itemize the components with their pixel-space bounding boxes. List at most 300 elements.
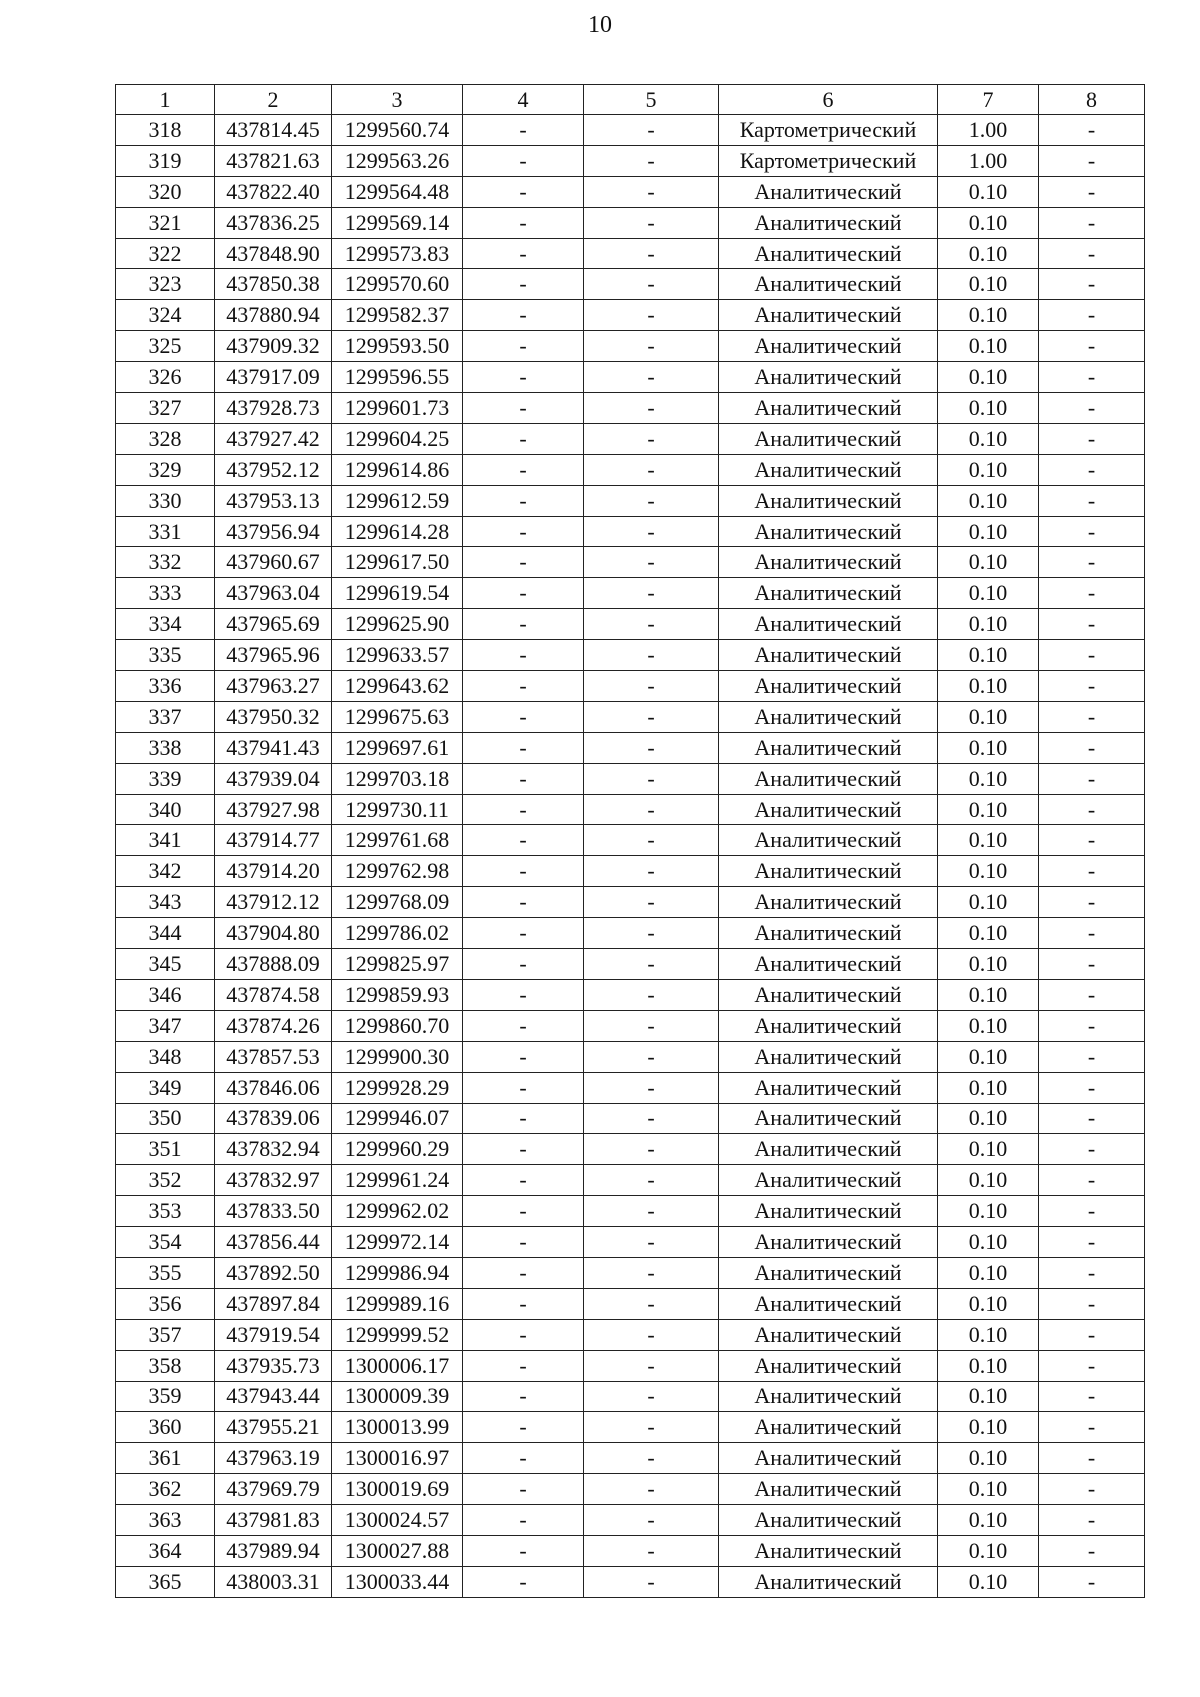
accuracy-cell: 0.10	[938, 362, 1039, 393]
col4-cell: -	[463, 887, 584, 918]
table-row	[116, 918, 1145, 949]
accuracy-cell: 0.10	[938, 856, 1039, 887]
accuracy-cell: 0.10	[938, 238, 1039, 269]
col8-cell: -	[1039, 979, 1145, 1010]
point-number-cell: 331	[116, 516, 215, 547]
x-coordinate-cell: 438003.31	[215, 1566, 332, 1597]
x-coordinate-cell: 437965.69	[215, 609, 332, 640]
col8-cell: -	[1039, 671, 1145, 702]
table-row	[116, 176, 1145, 207]
accuracy-cell: 1.00	[938, 115, 1039, 146]
table-row	[116, 516, 1145, 547]
point-number-cell: 338	[116, 732, 215, 763]
table-row	[116, 1412, 1145, 1443]
y-coordinate-cell: 1299564.48	[332, 176, 463, 207]
method-cell: Аналитический	[719, 1535, 938, 1566]
col4-cell: -	[463, 1381, 584, 1412]
col8-cell: -	[1039, 547, 1145, 578]
y-coordinate-cell: 1299612.59	[332, 485, 463, 516]
col4-cell: -	[463, 269, 584, 300]
method-cell: Аналитический	[719, 1227, 938, 1258]
col8-cell: -	[1039, 300, 1145, 331]
col8-cell: -	[1039, 145, 1145, 176]
x-coordinate-cell: 437848.90	[215, 238, 332, 269]
accuracy-cell: 0.10	[938, 918, 1039, 949]
x-coordinate-cell: 437850.38	[215, 269, 332, 300]
x-coordinate-cell: 437856.44	[215, 1227, 332, 1258]
col4-cell: -	[463, 609, 584, 640]
table-row	[116, 454, 1145, 485]
y-coordinate-cell: 1299986.94	[332, 1257, 463, 1288]
col5-cell: -	[584, 1566, 719, 1597]
x-coordinate-cell: 437914.20	[215, 856, 332, 887]
col5-cell: -	[584, 1412, 719, 1443]
col5-cell: -	[584, 578, 719, 609]
col5-cell: -	[584, 1505, 719, 1536]
method-cell: Аналитический	[719, 207, 938, 238]
table-row	[116, 1474, 1145, 1505]
col8-cell: -	[1039, 1566, 1145, 1597]
col8-cell: -	[1039, 1535, 1145, 1566]
table-row	[116, 362, 1145, 393]
table-row	[116, 1319, 1145, 1350]
accuracy-cell: 0.10	[938, 887, 1039, 918]
table-row	[116, 825, 1145, 856]
point-number-cell: 321	[116, 207, 215, 238]
y-coordinate-cell: 1299761.68	[332, 825, 463, 856]
point-number-cell: 324	[116, 300, 215, 331]
y-coordinate-cell: 1299697.61	[332, 732, 463, 763]
col5-cell: -	[584, 1134, 719, 1165]
col5-cell: -	[584, 1010, 719, 1041]
col8-cell: -	[1039, 1505, 1145, 1536]
accuracy-cell: 0.10	[938, 732, 1039, 763]
y-coordinate-cell: 1299563.26	[332, 145, 463, 176]
col8-cell: -	[1039, 1134, 1145, 1165]
point-number-cell: 335	[116, 640, 215, 671]
accuracy-cell: 0.10	[938, 1257, 1039, 1288]
col5-cell: -	[584, 454, 719, 485]
col5-cell: -	[584, 1288, 719, 1319]
table-row	[116, 115, 1145, 146]
table-row	[116, 1257, 1145, 1288]
col8-cell: -	[1039, 887, 1145, 918]
col5-cell: -	[584, 1103, 719, 1134]
col5-cell: -	[584, 732, 719, 763]
table-row	[116, 640, 1145, 671]
col4-cell: -	[463, 145, 584, 176]
method-cell: Аналитический	[719, 547, 938, 578]
point-number-cell: 356	[116, 1288, 215, 1319]
accuracy-cell: 0.10	[938, 763, 1039, 794]
col4-cell: -	[463, 856, 584, 887]
accuracy-cell: 0.10	[938, 516, 1039, 547]
accuracy-cell: 0.10	[938, 423, 1039, 454]
x-coordinate-cell: 437943.44	[215, 1381, 332, 1412]
col4-cell: -	[463, 207, 584, 238]
col8-cell: -	[1039, 949, 1145, 980]
y-coordinate-cell: 1299962.02	[332, 1196, 463, 1227]
y-coordinate-cell: 1299768.09	[332, 887, 463, 918]
col8-cell: -	[1039, 825, 1145, 856]
table-row	[116, 331, 1145, 362]
method-cell: Аналитический	[719, 949, 938, 980]
y-coordinate-cell: 1299675.63	[332, 701, 463, 732]
col8-cell: -	[1039, 176, 1145, 207]
x-coordinate-cell: 437888.09	[215, 949, 332, 980]
col4-cell: -	[463, 979, 584, 1010]
method-cell: Аналитический	[719, 1041, 938, 1072]
col8-cell: -	[1039, 578, 1145, 609]
table-row	[116, 887, 1145, 918]
col4-cell: -	[463, 825, 584, 856]
table-row	[116, 856, 1145, 887]
accuracy-cell: 0.10	[938, 176, 1039, 207]
column-header: 7	[938, 85, 1039, 115]
method-cell: Аналитический	[719, 1288, 938, 1319]
point-number-cell: 353	[116, 1196, 215, 1227]
accuracy-cell: 0.10	[938, 1381, 1039, 1412]
col8-cell: -	[1039, 362, 1145, 393]
col8-cell: -	[1039, 701, 1145, 732]
method-cell: Аналитический	[719, 1381, 938, 1412]
method-cell: Аналитический	[719, 918, 938, 949]
x-coordinate-cell: 437914.77	[215, 825, 332, 856]
y-coordinate-cell: 1299960.29	[332, 1134, 463, 1165]
col5-cell: -	[584, 1257, 719, 1288]
column-header: 1	[116, 85, 215, 115]
col4-cell: -	[463, 1412, 584, 1443]
point-number-cell: 336	[116, 671, 215, 702]
col5-cell: -	[584, 145, 719, 176]
col4-cell: -	[463, 176, 584, 207]
col8-cell: -	[1039, 763, 1145, 794]
x-coordinate-cell: 437897.84	[215, 1288, 332, 1319]
accuracy-cell: 0.10	[938, 1566, 1039, 1597]
x-coordinate-cell: 437981.83	[215, 1505, 332, 1536]
accuracy-cell: 0.10	[938, 701, 1039, 732]
y-coordinate-cell: 1300016.97	[332, 1443, 463, 1474]
table-row	[116, 1505, 1145, 1536]
method-cell: Аналитический	[719, 454, 938, 485]
y-coordinate-cell: 1299643.62	[332, 671, 463, 702]
accuracy-cell: 0.10	[938, 1227, 1039, 1258]
method-cell: Аналитический	[719, 1196, 938, 1227]
col5-cell: -	[584, 701, 719, 732]
y-coordinate-cell: 1300006.17	[332, 1350, 463, 1381]
table-row	[116, 701, 1145, 732]
point-number-cell: 358	[116, 1350, 215, 1381]
table-row	[116, 578, 1145, 609]
col4-cell: -	[463, 331, 584, 362]
accuracy-cell: 0.10	[938, 393, 1039, 424]
col8-cell: -	[1039, 856, 1145, 887]
accuracy-cell: 0.10	[938, 1350, 1039, 1381]
method-cell: Аналитический	[719, 1103, 938, 1134]
col5-cell: -	[584, 856, 719, 887]
method-cell: Аналитический	[719, 794, 938, 825]
method-cell: Аналитический	[719, 856, 938, 887]
col8-cell: -	[1039, 1041, 1145, 1072]
y-coordinate-cell: 1300024.57	[332, 1505, 463, 1536]
y-coordinate-cell: 1299625.90	[332, 609, 463, 640]
x-coordinate-cell: 437833.50	[215, 1196, 332, 1227]
point-number-cell: 362	[116, 1474, 215, 1505]
x-coordinate-cell: 437822.40	[215, 176, 332, 207]
method-cell: Аналитический	[719, 1505, 938, 1536]
point-number-cell: 354	[116, 1227, 215, 1258]
y-coordinate-cell: 1299614.86	[332, 454, 463, 485]
col8-cell: -	[1039, 1165, 1145, 1196]
col4-cell: -	[463, 1566, 584, 1597]
col8-cell: -	[1039, 331, 1145, 362]
point-number-cell: 349	[116, 1072, 215, 1103]
method-cell: Аналитический	[719, 1412, 938, 1443]
col5-cell: -	[584, 1196, 719, 1227]
column-header: 2	[215, 85, 332, 115]
y-coordinate-cell: 1299972.14	[332, 1227, 463, 1258]
col8-cell: -	[1039, 1257, 1145, 1288]
accuracy-cell: 0.10	[938, 609, 1039, 640]
method-cell: Картометрический	[719, 145, 938, 176]
accuracy-cell: 0.10	[938, 331, 1039, 362]
accuracy-cell: 0.10	[938, 1103, 1039, 1134]
accuracy-cell: 0.10	[938, 300, 1039, 331]
col5-cell: -	[584, 640, 719, 671]
col8-cell: -	[1039, 1227, 1145, 1258]
col8-cell: -	[1039, 207, 1145, 238]
col4-cell: -	[463, 362, 584, 393]
table-row	[116, 1288, 1145, 1319]
point-number-cell: 329	[116, 454, 215, 485]
col8-cell: -	[1039, 1443, 1145, 1474]
accuracy-cell: 0.10	[938, 1165, 1039, 1196]
table-row	[116, 1566, 1145, 1597]
point-number-cell: 327	[116, 393, 215, 424]
col5-cell: -	[584, 1165, 719, 1196]
x-coordinate-cell: 437874.26	[215, 1010, 332, 1041]
method-cell: Аналитический	[719, 1072, 938, 1103]
table-row	[116, 485, 1145, 516]
col4-cell: -	[463, 1165, 584, 1196]
method-cell: Аналитический	[719, 640, 938, 671]
col5-cell: -	[584, 1227, 719, 1258]
accuracy-cell: 0.10	[938, 1535, 1039, 1566]
col4-cell: -	[463, 1227, 584, 1258]
table-row	[116, 609, 1145, 640]
col5-cell: -	[584, 1072, 719, 1103]
col4-cell: -	[463, 516, 584, 547]
table-row	[116, 238, 1145, 269]
y-coordinate-cell: 1299604.25	[332, 423, 463, 454]
col5-cell: -	[584, 918, 719, 949]
y-coordinate-cell: 1300013.99	[332, 1412, 463, 1443]
col5-cell: -	[584, 1443, 719, 1474]
point-number-cell: 343	[116, 887, 215, 918]
table-row	[116, 1227, 1145, 1258]
table-row	[116, 1165, 1145, 1196]
col4-cell: -	[463, 423, 584, 454]
x-coordinate-cell: 437935.73	[215, 1350, 332, 1381]
column-header: 3	[332, 85, 463, 115]
accuracy-cell: 1.00	[938, 145, 1039, 176]
col8-cell: -	[1039, 115, 1145, 146]
col5-cell: -	[584, 300, 719, 331]
col5-cell: -	[584, 393, 719, 424]
table-row	[116, 393, 1145, 424]
accuracy-cell: 0.10	[938, 1412, 1039, 1443]
col4-cell: -	[463, 578, 584, 609]
y-coordinate-cell: 1299928.29	[332, 1072, 463, 1103]
method-cell: Аналитический	[719, 1443, 938, 1474]
point-number-cell: 339	[116, 763, 215, 794]
x-coordinate-cell: 437909.32	[215, 331, 332, 362]
accuracy-cell: 0.10	[938, 1041, 1039, 1072]
col8-cell: -	[1039, 238, 1145, 269]
table-row	[116, 300, 1145, 331]
x-coordinate-cell: 437814.45	[215, 115, 332, 146]
x-coordinate-cell: 437941.43	[215, 732, 332, 763]
accuracy-cell: 0.10	[938, 1288, 1039, 1319]
x-coordinate-cell: 437919.54	[215, 1319, 332, 1350]
col5-cell: -	[584, 331, 719, 362]
method-cell: Аналитический	[719, 763, 938, 794]
method-cell: Аналитический	[719, 609, 938, 640]
col5-cell: -	[584, 485, 719, 516]
col4-cell: -	[463, 1505, 584, 1536]
col8-cell: -	[1039, 640, 1145, 671]
table-body	[116, 115, 1145, 1598]
col8-cell: -	[1039, 1072, 1145, 1103]
column-header: 5	[584, 85, 719, 115]
col4-cell: -	[463, 300, 584, 331]
point-number-cell: 360	[116, 1412, 215, 1443]
col8-cell: -	[1039, 1381, 1145, 1412]
method-cell: Картометрический	[719, 115, 938, 146]
point-number-cell: 330	[116, 485, 215, 516]
y-coordinate-cell: 1299860.70	[332, 1010, 463, 1041]
point-number-cell: 332	[116, 547, 215, 578]
y-coordinate-cell: 1299601.73	[332, 393, 463, 424]
col4-cell: -	[463, 1443, 584, 1474]
col8-cell: -	[1039, 1350, 1145, 1381]
y-coordinate-cell: 1299573.83	[332, 238, 463, 269]
x-coordinate-cell: 437989.94	[215, 1535, 332, 1566]
x-coordinate-cell: 437821.63	[215, 145, 332, 176]
accuracy-cell: 0.10	[938, 1505, 1039, 1536]
col5-cell: -	[584, 1474, 719, 1505]
table-row	[116, 1010, 1145, 1041]
table-row	[116, 671, 1145, 702]
col4-cell: -	[463, 918, 584, 949]
table-row	[116, 949, 1145, 980]
col4-cell: -	[463, 1288, 584, 1319]
page-number: 10	[588, 12, 612, 38]
point-number-cell: 334	[116, 609, 215, 640]
x-coordinate-cell: 437965.96	[215, 640, 332, 671]
method-cell: Аналитический	[719, 1165, 938, 1196]
point-number-cell: 357	[116, 1319, 215, 1350]
method-cell: Аналитический	[719, 1474, 938, 1505]
accuracy-cell: 0.10	[938, 1319, 1039, 1350]
col5-cell: -	[584, 609, 719, 640]
y-coordinate-cell: 1299786.02	[332, 918, 463, 949]
col4-cell: -	[463, 1196, 584, 1227]
x-coordinate-cell: 437928.73	[215, 393, 332, 424]
point-number-cell: 318	[116, 115, 215, 146]
accuracy-cell: 0.10	[938, 640, 1039, 671]
y-coordinate-cell: 1299946.07	[332, 1103, 463, 1134]
point-number-cell: 352	[116, 1165, 215, 1196]
method-cell: Аналитический	[719, 1566, 938, 1597]
point-number-cell: 359	[116, 1381, 215, 1412]
col5-cell: -	[584, 825, 719, 856]
method-cell: Аналитический	[719, 485, 938, 516]
point-number-cell: 340	[116, 794, 215, 825]
table-row	[116, 1134, 1145, 1165]
col5-cell: -	[584, 671, 719, 702]
x-coordinate-cell: 437917.09	[215, 362, 332, 393]
col5-cell: -	[584, 207, 719, 238]
col8-cell: -	[1039, 269, 1145, 300]
column-header: 8	[1039, 85, 1145, 115]
table-row	[116, 1103, 1145, 1134]
y-coordinate-cell: 1299582.37	[332, 300, 463, 331]
x-coordinate-cell: 437963.27	[215, 671, 332, 702]
point-number-cell: 323	[116, 269, 215, 300]
point-number-cell: 344	[116, 918, 215, 949]
method-cell: Аналитический	[719, 362, 938, 393]
point-number-cell: 351	[116, 1134, 215, 1165]
accuracy-cell: 0.10	[938, 1010, 1039, 1041]
point-number-cell: 348	[116, 1041, 215, 1072]
point-number-cell: 337	[116, 701, 215, 732]
x-coordinate-cell: 437953.13	[215, 485, 332, 516]
point-number-cell: 319	[116, 145, 215, 176]
y-coordinate-cell: 1299859.93	[332, 979, 463, 1010]
x-coordinate-cell: 437963.19	[215, 1443, 332, 1474]
y-coordinate-cell: 1299703.18	[332, 763, 463, 794]
table-row	[116, 423, 1145, 454]
col5-cell: -	[584, 1041, 719, 1072]
y-coordinate-cell: 1299619.54	[332, 578, 463, 609]
method-cell: Аналитический	[719, 578, 938, 609]
accuracy-cell: 0.10	[938, 547, 1039, 578]
method-cell: Аналитический	[719, 423, 938, 454]
table-row	[116, 794, 1145, 825]
col8-cell: -	[1039, 918, 1145, 949]
accuracy-cell: 0.10	[938, 825, 1039, 856]
point-number-cell: 355	[116, 1257, 215, 1288]
col4-cell: -	[463, 732, 584, 763]
x-coordinate-cell: 437912.12	[215, 887, 332, 918]
col4-cell: -	[463, 1535, 584, 1566]
col4-cell: -	[463, 949, 584, 980]
col4-cell: -	[463, 671, 584, 702]
table-row	[116, 145, 1145, 176]
point-number-cell: 326	[116, 362, 215, 393]
table-row	[116, 1072, 1145, 1103]
method-cell: Аналитический	[719, 671, 938, 702]
x-coordinate-cell: 437857.53	[215, 1041, 332, 1072]
col4-cell: -	[463, 1103, 584, 1134]
col5-cell: -	[584, 887, 719, 918]
col4-cell: -	[463, 1072, 584, 1103]
y-coordinate-cell: 1299569.14	[332, 207, 463, 238]
method-cell: Аналитический	[719, 1010, 938, 1041]
x-coordinate-cell: 437963.04	[215, 578, 332, 609]
col8-cell: -	[1039, 1196, 1145, 1227]
